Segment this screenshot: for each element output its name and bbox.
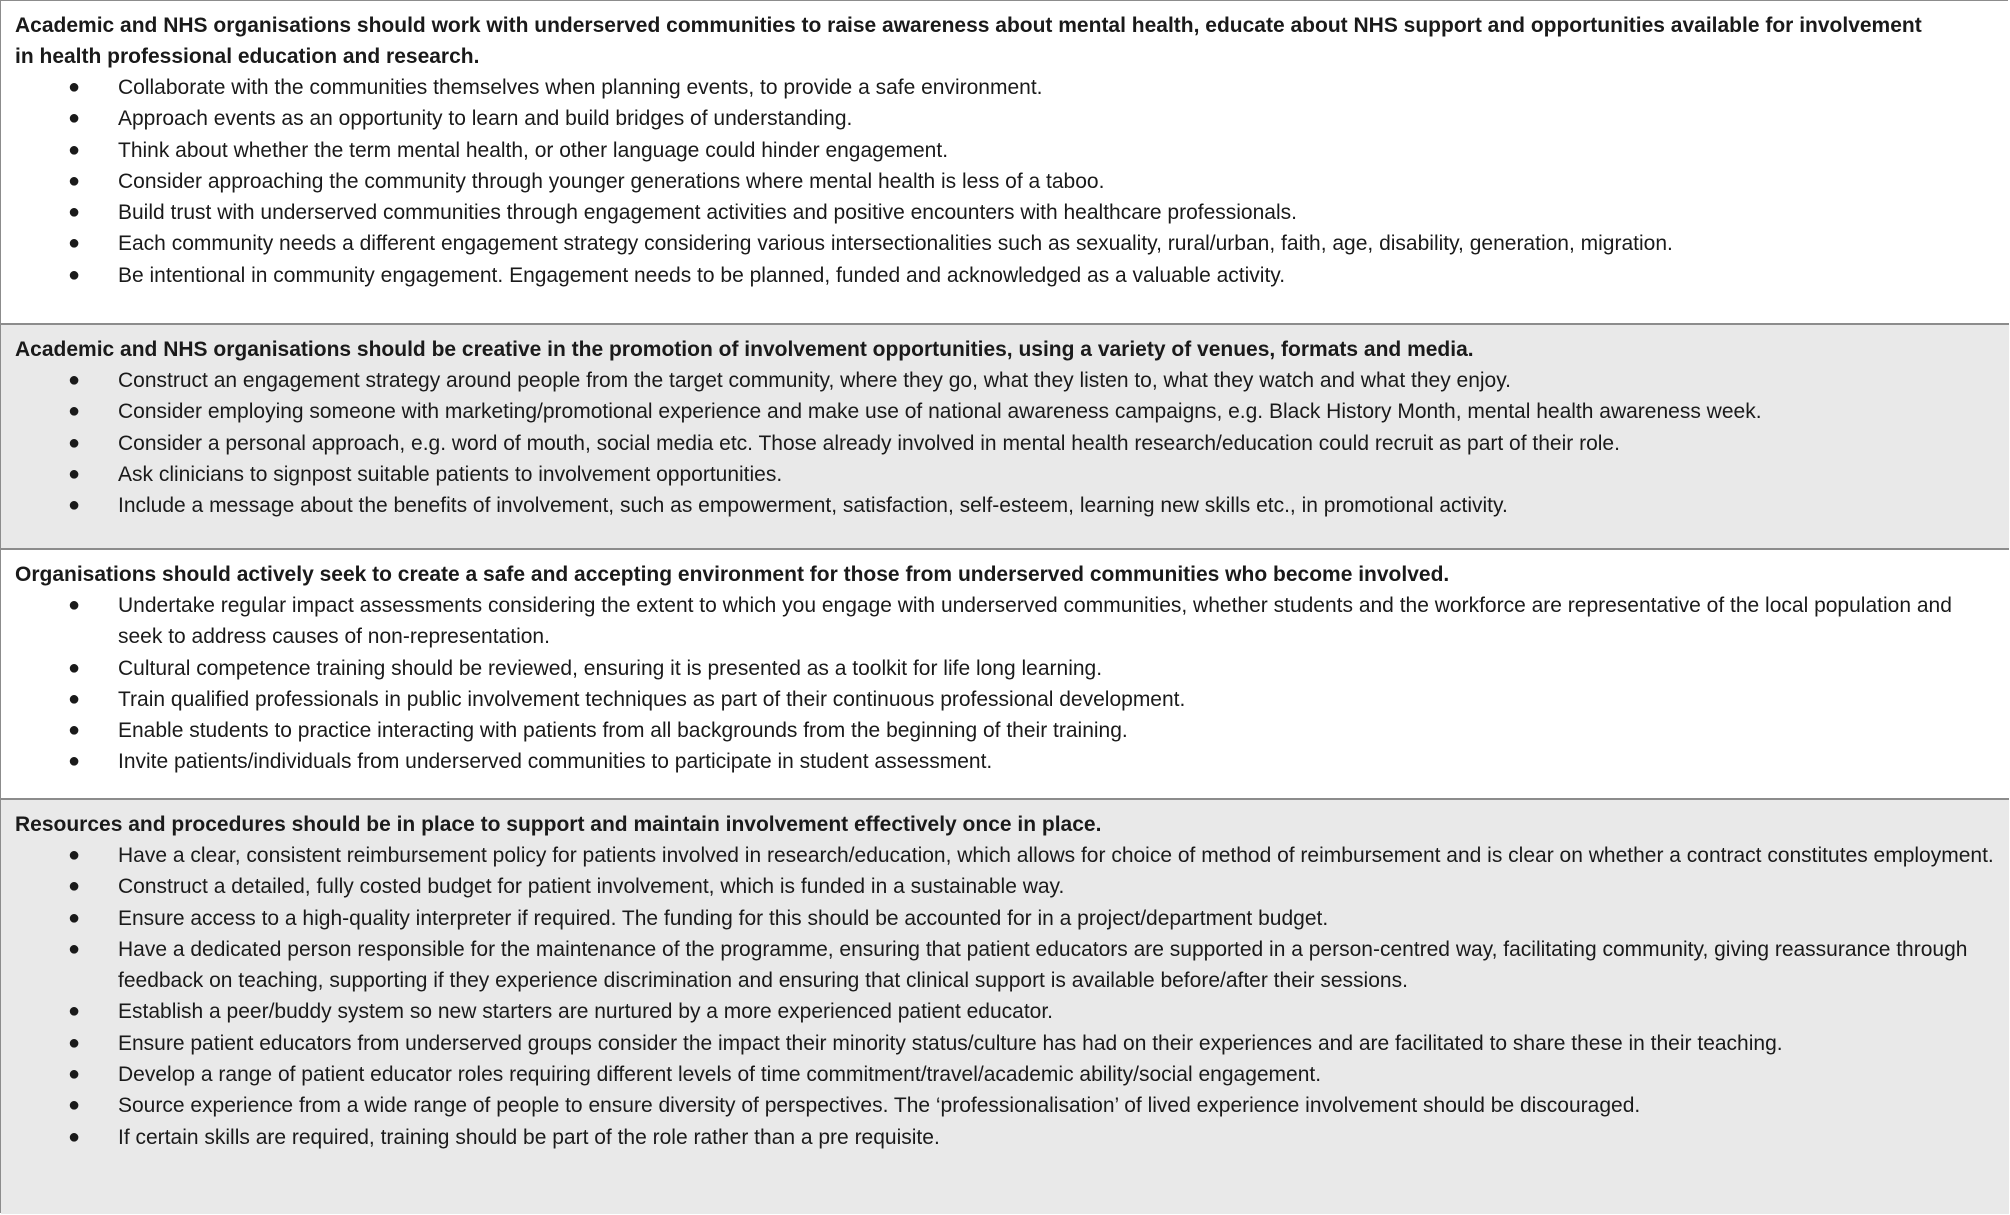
- list-item-text: Consider a personal approach, e.g. word of mouth, social media etc. Those already involved in mental health research/education could recruit as part of their role.: [118, 431, 1620, 455]
- list-item: [15, 590, 2003, 653]
- bullet-list: [15, 840, 2003, 1153]
- list-item-text: Be intentional in community engagement. Engagement needs to be planned, funded and acknowledged as a valuable activity.: [118, 263, 1286, 287]
- list-item-text: Have a clear, consistent reimbursement policy for patients involved in research/education, which allows for choice of method of reimbursement and is clear on whether a contract constitutes employment.: [118, 844, 1994, 867]
- list-item: [15, 746, 2003, 777]
- list-item-text: Invite patients/individuals from underserved communities to participate in student assessment.: [118, 750, 993, 774]
- bullet-icon: ●: [68, 138, 81, 161]
- list-item: [15, 396, 2003, 427]
- list-item-text: Develop a range of patient educator roles requiring different levels of time commitment/travel/academic ability/social engagement.: [118, 1063, 1322, 1087]
- list-item: [15, 260, 2003, 291]
- list-item: [15, 197, 2003, 228]
- bullet-icon: ●: [68, 1094, 81, 1117]
- bullet-icon: ●: [68, 719, 81, 742]
- list-item-text: Ask clinicians to signpost suitable patients to involvement opportunities.: [118, 462, 783, 486]
- list-item-text: Collaborate with the communities themselves when planning events, to provide a safe environment.: [118, 76, 1043, 99]
- bullet-icon: ●: [68, 1000, 81, 1023]
- list-item-text: Approach events as an opportunity to learn and build bridges of understanding.: [118, 107, 853, 131]
- recommendation-section: [1, 550, 2009, 800]
- list-item: [15, 684, 2003, 715]
- list-item-text: Consider approaching the community through younger generations where mental health is less of a taboo.: [118, 169, 1105, 193]
- list-item: [15, 365, 2003, 396]
- bullet-list: [15, 72, 2003, 291]
- bullet-list: [15, 590, 2003, 778]
- bullet-icon: ●: [68, 875, 81, 898]
- list-item-text: Include a message about the benefits of involvement, such as empowerment, satisfaction, self-esteem, learning new skills etc., in promotional activity.: [118, 494, 1508, 518]
- bullet-icon: ●: [68, 431, 81, 454]
- bullet-icon: ●: [68, 937, 81, 960]
- bullet-icon: ●: [68, 494, 81, 517]
- bullet-icon: ●: [68, 369, 81, 391]
- list-item-text: Cultural competence training should be reviewed, ensuring it is presented as a toolkit for life long learning.: [118, 656, 1103, 680]
- section-heading: Organisations should actively seek to create a safe and accepting environment for those from underserved communities who become involved.: [15, 563, 1450, 586]
- list-item: [15, 715, 2003, 746]
- list-item: [15, 135, 2003, 166]
- list-item: [15, 428, 2003, 459]
- bullet-icon: ●: [68, 594, 81, 616]
- recommendation-section: [1, 1, 2009, 325]
- list-item: [15, 996, 2003, 1027]
- bullet-icon: ●: [68, 232, 81, 255]
- bullet-icon: ●: [68, 1031, 81, 1054]
- list-item-text: Build trust with underserved communities through engagement activities and positive encounters with healthcare professionals.: [118, 201, 1297, 225]
- bullet-icon: ●: [68, 906, 81, 929]
- list-item-text: Source experience from a wide range of people to ensure diversity of perspectives. The ‘professionalisation’ of lived experience involvement should be discouraged.: [118, 1094, 1641, 1118]
- bullet-icon: ●: [68, 400, 81, 423]
- bullet-icon: ●: [68, 656, 81, 679]
- list-item: [15, 871, 2003, 902]
- list-item: [15, 1122, 2003, 1153]
- list-item: [15, 490, 2003, 521]
- bullet-icon: ●: [68, 263, 81, 286]
- bullet-icon: ●: [68, 844, 81, 866]
- bullet-icon: ●: [68, 1125, 81, 1148]
- bullet-icon: ●: [68, 1063, 81, 1086]
- bullet-icon: ●: [68, 201, 81, 224]
- section-heading: Academic and NHS organisations should work with underserved communities to raise awareness about mental health, educate about NHS support and opportunities available for involvement in health professional education and research.: [15, 14, 1922, 68]
- bullet-icon: ●: [68, 462, 81, 485]
- list-item: [15, 1028, 2003, 1059]
- list-item: [15, 103, 2003, 134]
- list-item: [15, 459, 2003, 490]
- list-item: [15, 903, 2003, 934]
- section-heading: Academic and NHS organisations should be creative in the promotion of involvement opportunities, using a variety of venues, formats and media.: [15, 338, 1474, 361]
- bullet-icon: ●: [68, 687, 81, 710]
- bullet-icon: ●: [68, 107, 81, 130]
- bullet-icon: ●: [68, 169, 81, 192]
- list-item: [15, 1090, 2003, 1121]
- list-item: [15, 72, 2003, 103]
- list-item-text: Each community needs a different engagement strategy considering various intersectionalities such as sexuality, rural/urban, faith, age, disability, generation, migration.: [118, 232, 1673, 256]
- list-item-text: Think about whether the term mental health, or other language could hinder engagement.: [118, 138, 949, 162]
- bullet-icon: ●: [68, 76, 81, 98]
- list-item-text: Enable students to practice interacting with patients from all backgrounds from the beginning of their training.: [118, 719, 1128, 743]
- list-item: [15, 228, 2003, 259]
- list-item-text: Establish a peer/buddy system so new starters are nurtured by a more experienced patient educator.: [118, 1000, 1054, 1024]
- list-item-text: Construct a detailed, fully costed budget for patient involvement, which is funded in a sustainable way.: [118, 875, 1065, 899]
- bullet-icon: ●: [68, 750, 81, 773]
- list-item-text: If certain skills are required, training should be part of the role rather than a pre requisite.: [118, 1125, 940, 1149]
- recommendation-section: [1, 325, 2009, 550]
- list-item-text: Consider employing someone with marketing/promotional experience and make use of national awareness campaigns, e.g. Black History Month, mental health awareness week.: [118, 400, 1762, 424]
- list-item-text: Construct an engagement strategy around people from the target community, where they go, what they listen to, what they watch and what they enjoy.: [118, 369, 1512, 392]
- list-item-text: Have a dedicated person responsible for the maintenance of the programme, ensuring that patient educators are supported in a person-centred way, facilitating community, giving reassurance through feedback on teaching, supporting if they experience discrimination and ensuring that clinical support is available before/after their sessions.: [118, 937, 1968, 993]
- list-item: [15, 166, 2003, 197]
- list-item: [15, 934, 2003, 997]
- bullet-list: [15, 365, 2003, 521]
- list-item: [15, 1059, 2003, 1090]
- list-item: [15, 840, 2003, 871]
- list-item-text: Ensure patient educators from underserved groups consider the impact their minority status/culture has had on their experiences and are facilitated to share these in their teaching.: [118, 1031, 1783, 1055]
- section-heading: Resources and procedures should be in place to support and maintain involvement effectively once in place.: [15, 813, 1102, 836]
- recommendation-section: [1, 800, 2009, 1214]
- list-item-text: Train qualified professionals in public involvement techniques as part of their continuous professional development.: [118, 687, 1186, 711]
- list-item-text: Undertake regular impact assessments considering the extent to which you engage with underserved communities, whether students and the workforce are representative of the local population and seek to address causes of non-representation.: [118, 594, 1952, 649]
- list-item-text: Ensure access to a high-quality interpreter if required. The funding for this should be accounted for in a project/department budget.: [118, 906, 1329, 930]
- list-item: [15, 653, 2003, 684]
